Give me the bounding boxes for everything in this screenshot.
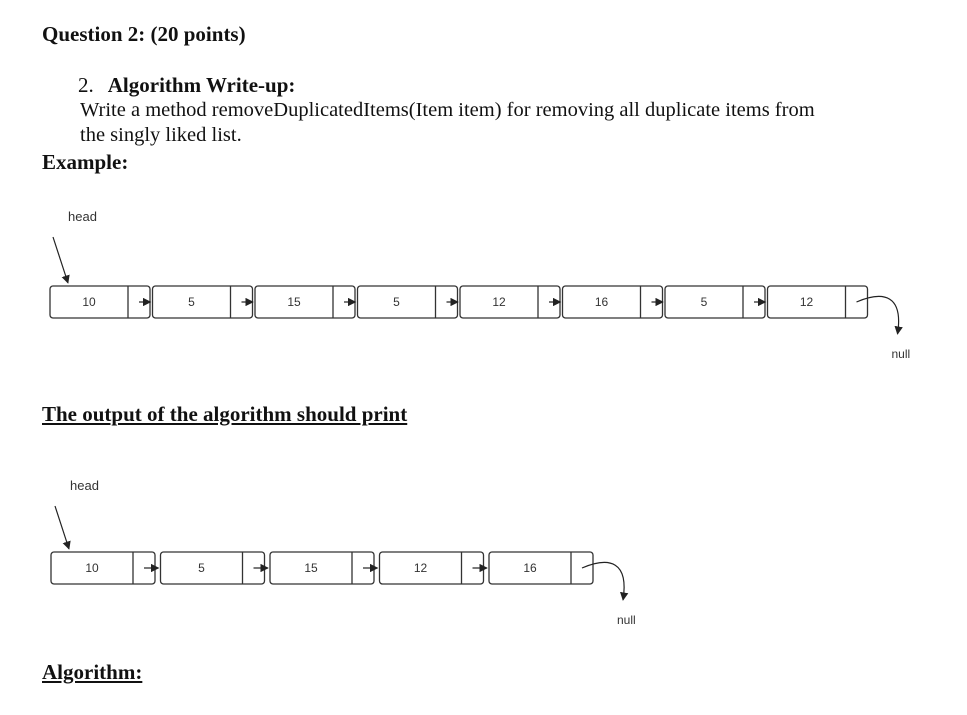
node-value: 12 — [413, 561, 428, 575]
list-node — [489, 552, 593, 584]
list-node — [460, 286, 560, 318]
node-value: 15 — [304, 561, 318, 575]
input-linked-list — [50, 209, 910, 361]
null-label: null — [617, 613, 636, 627]
head-pointer-arrow — [55, 506, 69, 549]
list-node — [358, 286, 458, 318]
list-node — [51, 552, 155, 584]
list-node — [255, 286, 355, 318]
list-node — [270, 552, 374, 584]
list-node — [161, 552, 265, 584]
output-linked-list — [51, 478, 636, 627]
section-title: Algorithm Write-up: — [107, 73, 296, 97]
list-node — [665, 286, 765, 318]
head-pointer-arrow — [53, 237, 68, 283]
list-node — [563, 286, 663, 318]
description-line: the singly liked list. — [80, 124, 242, 146]
algorithm-label: Algorithm: — [42, 660, 143, 684]
description-line: Write a method removeDuplicatedItems(Item item) for removing all duplicate items from — [80, 99, 815, 121]
head-label: head — [70, 478, 99, 493]
section-number: 2. — [78, 73, 94, 97]
output-heading: The output of the algorithm should print — [42, 402, 408, 426]
null-label: null — [891, 347, 911, 361]
list-node — [380, 552, 484, 584]
node-value: 16 — [594, 295, 609, 309]
node-value: 5 — [188, 295, 195, 309]
list-node — [153, 286, 253, 318]
list-node — [768, 286, 868, 318]
example-label: Example: — [42, 150, 129, 174]
node-value: 10 — [82, 295, 96, 309]
node-value: 15 — [287, 295, 301, 309]
node-value: 5 — [393, 295, 400, 309]
node-value: 10 — [85, 561, 99, 575]
node-value: 5 — [700, 295, 708, 309]
node-value: 12 — [492, 295, 506, 309]
head-label: head — [68, 209, 97, 224]
node-value: 16 — [523, 561, 537, 575]
node-value: 12 — [799, 295, 814, 309]
list-node — [50, 286, 150, 318]
question-title: Question 2: (20 points) — [42, 22, 246, 46]
node-value: 5 — [198, 561, 205, 575]
